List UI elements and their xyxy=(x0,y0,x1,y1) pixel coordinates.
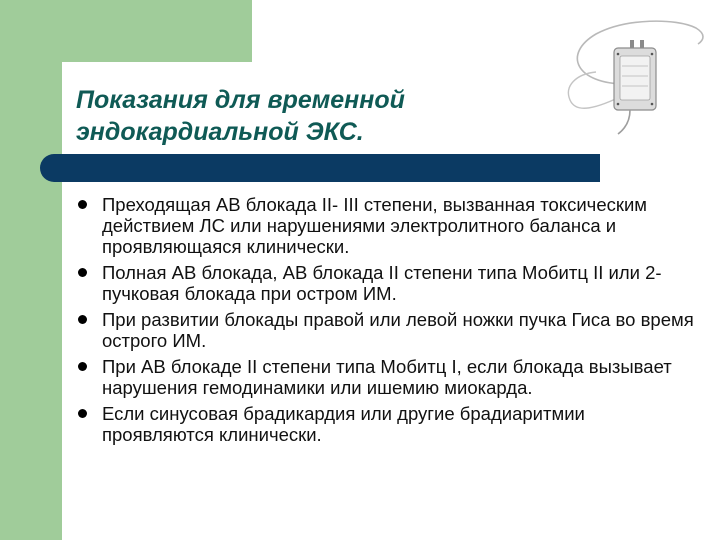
pacemaker-device-image xyxy=(556,14,706,138)
list-item-text: Полная АВ блокада, АВ блокада II степени типа Мобитц II или 2-пучковая блокада при остром ИМ. xyxy=(102,262,662,304)
bullet-icon xyxy=(78,200,87,209)
bullet-icon xyxy=(78,362,87,371)
list-item-text: При развитии блокады правой или левой ножки пучка Гиса во время острого ИМ. xyxy=(102,309,694,351)
pacemaker-device-icon xyxy=(556,14,706,138)
bullet-icon xyxy=(78,268,87,277)
list-item xyxy=(76,194,696,257)
list-item xyxy=(76,309,696,351)
bullet-icon xyxy=(78,315,87,324)
bullet-icon xyxy=(78,409,87,418)
list-item xyxy=(76,403,696,445)
list-item-text: Если синусовая брадикардия или другие брадиаритмии проявляются клинически. xyxy=(102,403,585,445)
title-divider-bar xyxy=(40,154,600,182)
list-item-text: При АВ блокаде II степени типа Мобитц I, если блокада вызывает нарушения гемодинамики или ишемию миокарда. xyxy=(102,356,672,398)
list-item xyxy=(76,262,696,304)
top-left-accent-block xyxy=(0,0,252,62)
slide-title xyxy=(76,84,496,148)
title-line: Показания для временной xyxy=(76,86,405,114)
list-item xyxy=(76,356,696,398)
title-line: эндокардиальной ЭКС. xyxy=(76,118,364,146)
list-item-text: Преходящая АВ блокада II- III степени, вызванная токсическим действием ЛС или нарушениями электролитного баланса и проявляющаяся клинически. xyxy=(102,194,648,257)
indications-list xyxy=(76,194,696,450)
left-accent-strip xyxy=(0,0,62,540)
